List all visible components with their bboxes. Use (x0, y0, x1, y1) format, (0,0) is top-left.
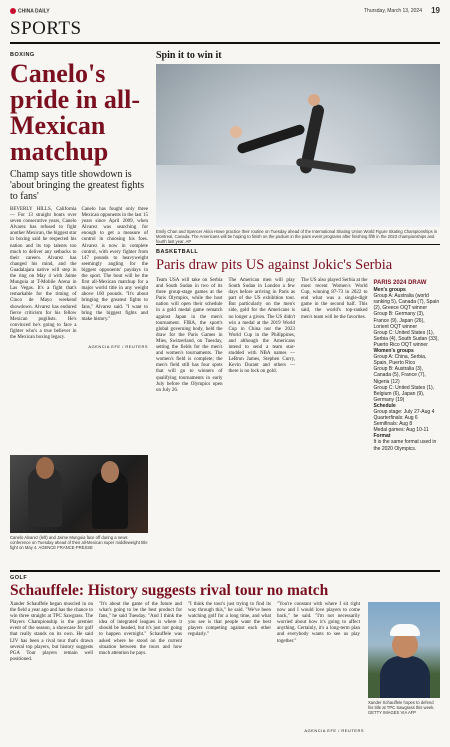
men-group: Group B: Germany (3), France (9), Japan (26), Lorient OQT winner (373, 311, 425, 330)
paris-draw-schedule (374, 278, 441, 452)
men-group: Group C: United States (1), Serbia (4), South Sudan (33), Puerto Rico OQT winner (373, 329, 439, 348)
skater-figure (236, 123, 306, 154)
skater-head (308, 94, 320, 106)
golf-body-col-3: "I think the tour's just trying to find its way through this," he said. "We've been watching golf for a long time, and what you see is that people want the best players competing against each other regularly." (188, 602, 271, 638)
page-number: 19 (431, 6, 440, 15)
canelo-kicker: BOXING (10, 52, 35, 58)
golf-rule (10, 570, 440, 572)
schedule-item: Semifinals: Aug 8 (373, 421, 413, 428)
basketball-body-col-2: The American men will play South Sudan in London a few days before arriving in Paris as part of the US exhibition tour. But particularly on the men's side, gold for the Americans is no longer a given. The US didn't win a medal at the 2019 World Cup in China nor the 2023 World Cup in the Philippines, and although the Americans intend to send a team star-studded with NBA names — LeBron James, Stephen Curry, Kevin Durant and others — there is no lock on gold. (228, 278, 295, 375)
golf-photo-caption: Xander Schauffele hopes to defend his title at TPC Sawgrass this week. GETTY IMAGES VIA AFP (368, 700, 435, 715)
golf-agency: AGENCIA EFE / REUTERS (304, 728, 364, 733)
canelo-story (10, 52, 148, 349)
golf-body-col-2: "It's about the game of the future and what's going to be the best product for fans," he said Tuesday. "And I think the idea of integrated leagues is where it should be headed, but it's just not going to happen overnight." Schauffele was asked where he stood on the current situation between the tours and how much attention he pays. (99, 602, 182, 656)
schedule-title: PARIS 2024 DRAW (373, 280, 427, 286)
format-label: Format (373, 433, 391, 440)
logo-icon (10, 8, 16, 14)
golf-headline: Schauffele: History suggests rival tour no match (10, 582, 329, 599)
golfer-cap (390, 624, 420, 636)
canelo-photo (10, 455, 148, 533)
golf-story (10, 602, 360, 663)
basketball-story (156, 278, 440, 452)
golf-body-col-1: Xander Schauffele began muscled in on the field a year ago and has the chance to win three straight at TPC Sawgrass. The Players Championship is the premier event of the season, a showcase for golf that really stands on its own. He said LIV has been a rival tour that's drawn several top players, but history suggests PGA Tour players remain well positioned. (10, 602, 93, 662)
basketball-rule (156, 244, 440, 245)
logo-text: CHINA DAILY (18, 8, 50, 15)
spin-title: Spin it to win it (156, 50, 222, 61)
women-groups-label: Women's groups (373, 348, 414, 355)
format-text: It is the same format used in the 2020 Olympics. (373, 439, 437, 452)
golf-body-col-4: "You're constant with where I sit right now and I would love players to come back," he said. "I'm not necessarily worried about how it's going to affect anything. Certainly, it's a long-term plan and everybody wants to see us play together." (277, 602, 360, 644)
basketball-body-col-1: Team USA will take on Serbia and South Sudan in two of its three group-stage games at the Paris Olympics, while the host nation will open their schedule in a gold medal game rematch against Japan in the men's tournament. FIBA, the sport's global governing body, held the draw for the Paris Games in Mies, Switzerland, on Tuesday, setting the fields for the men's and women's tournaments. The women's field is complete; the men's field still has four spots that will go to winners of qualifying tournaments in early July before the Olympics open on July 26. (156, 278, 223, 393)
skater-head (230, 126, 242, 138)
top-rule (10, 42, 440, 44)
figure-skating-photo (156, 64, 440, 227)
masthead-logo (10, 8, 50, 14)
golfer-photo (368, 602, 440, 698)
schedule-item: Quarterfinals: Aug 6 (373, 415, 418, 422)
golfer-shirt (380, 656, 430, 698)
men-group: Group A: Australia (world ranking 5), Canada (7), Spain (2), Greece OQT winner (373, 293, 440, 312)
golf-kicker: GOLF (10, 575, 28, 581)
men-groups-label: Men's groups (373, 287, 406, 294)
women-group: Group C: United States (1), Belgium (6), Japan (9), Germany (19) (373, 384, 435, 403)
spin-caption: Emily Chan and Spencer Akira Howe practice their routine on Tuesday ahead of the International Skating Union World Figure Skating Championships in Montreal, Canada. The Americans will be hoping to finish on the podium in the pairs event programs after finishing fifth in the 2023 championships and fourth last year. AP (156, 229, 438, 244)
schedule-item: Medal games: Aug 10-11 (373, 427, 429, 434)
basketball-body-col-3: The US also played Serbia at the most recent Women's World Cup, winning 87-73 in 2022 to end what was a single-digit game in the second half. This said, the world's top-ranked men's team will be the favorites. (301, 278, 368, 320)
basketball-kicker: BASKETBALL (156, 249, 199, 255)
boxer-figure-left (28, 467, 62, 527)
canelo-agency: AGENCIA EFE / REUTERS (88, 344, 148, 350)
canelo-body-col-1: BEVERLY HILLS, California — For 13 straight bouts over seven consecutive years, Canelo Alvarez has refused to fight another Mexican, the biggest star in boxing said he respected his nation and its top talents too much to deliver any setbacks to their careers. Alvarez has changed his mind, and the Guadalajara native will step in the ring on May 4 with Jaime Munguia at T-Mobile Arena in Las Vegas. It's a fight that's remarkable for the timing of Cinco de Mayo weekend showdown. Alvarez has endured fierce criticism for his fellow Mexican pugilists. He's convinced he's going to face a fighter who's a true believer in the Mexican boxing legacy. (10, 207, 77, 340)
canelo-deck: Champ says title showdown is 'about bringing the greatest fights to fans' (10, 169, 144, 202)
boxer-figure-right (92, 471, 128, 529)
basketball-headline: Paris draw pits US against Jokic's Serbia (156, 257, 393, 273)
canelo-photo-caption: Canelo Alvarez (left) and Jaime Munguia face off during a news conference on Tuesday ahead of their all-Mexican super middleweight title fight on May 4. AGENCE FRANCE-PRESSE (10, 535, 148, 550)
section-title: SPORTS (10, 18, 82, 39)
ice-rink (156, 165, 440, 227)
canelo-headline: Canelo's pride in all-Mexican matchup (10, 59, 141, 166)
masthead (10, 6, 440, 18)
canelo-body-col-2: Canelo has fought only three Mexican opponents in the last 15 years since April 2009, when Alvarez was searching for enough to get a measure of control in choosing his foes. Alvarez is now in complete control, with every fighter from 147 pounds to heavyweight seemingly angling for the biggest opponents' paydays in the sport. The bout will be the first all-Mexican matchup for a major world title in any weight above 160 pounds. "It's about bringing the greatest fights to fans," Alvarez said. "I want to bring the biggest fights and make history." (81, 207, 148, 322)
women-group: Group A: China, Serbia, Spain, Puerto Rico (373, 354, 427, 367)
masthead-date: Thursday, March 13, 2024 (364, 8, 422, 14)
schedule-item: Group stage: July 27-Aug 4 (373, 408, 435, 415)
schedule-label: Schedule (373, 402, 396, 409)
women-group: Group B: Australia (3), Canada (5), France (7), Nigeria (12) (373, 366, 426, 385)
